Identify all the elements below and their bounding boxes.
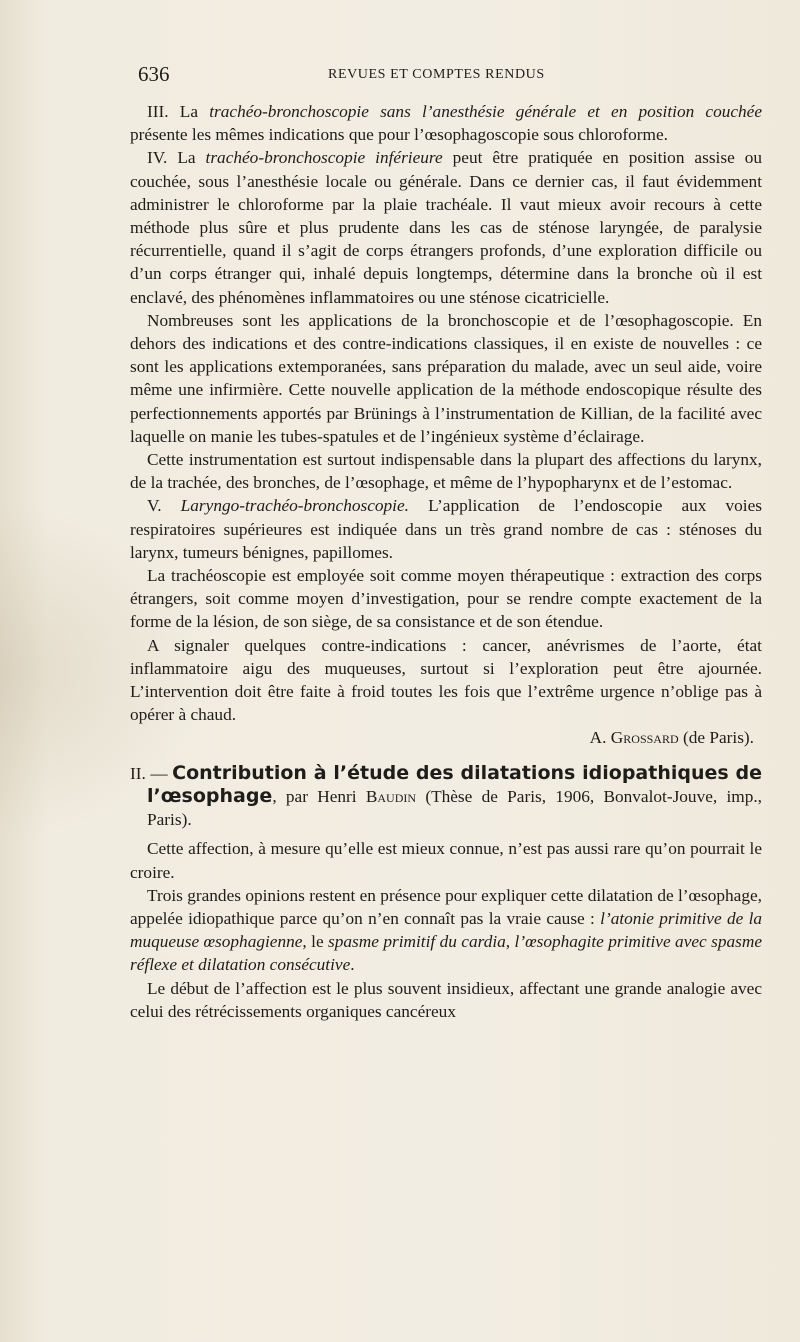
article-numeral: II. — <box>130 763 168 783</box>
article-title: Contribution à l’étude des dilatations idiopathiques de l’œsophage <box>147 761 762 807</box>
paragraph-v <box>130 494 762 564</box>
signature-initial: A. <box>589 728 607 748</box>
section-numeral: III. <box>147 102 169 121</box>
italic-term: Laryngo-trachéo-bronchoscopie. <box>180 496 409 516</box>
paragraph-iii <box>130 100 762 146</box>
signature-place: (de Paris). <box>682 728 754 748</box>
paragraph-text: présente les mêmes indications que pour l’œsophagoscopie sous chloroforme. <box>130 125 668 145</box>
paragraph-text: Trois grandes opinions restent en présence pour expliquer cette dilatation de l’œsophage, appelée idiopathique parce qu’on n’en connaît pas la vraie cause : <box>130 885 762 928</box>
paragraph-text: peut être pratiquée en position assise ou couchée, sous l’anesthésie locale ou générale. Dans ce dernier cas, il faut évidemment administrer le chloroforme par la plaie trachéale. Il vaut mieux avoir recours à cette méthode plus sûre et plus prudente dans les cas de sténose laryngée, de paralysie récurrentielle, quand il s’agit de corps étrangers profonds, d’une exploration difficile ou d’un corps étranger qui, inhalé depuis longtemps, détermine dans la bronche où il est enclavé, des phénomènes inflammatoires ou une sténose cicatricielle. <box>130 148 763 307</box>
article-author: Baudin <box>365 786 417 806</box>
paragraph-iv <box>130 146 762 308</box>
paragraph-contre-indications: A signaler quelques contre-indications : cancer, anévrismes de l’aorte, état inflammatoire aigu des muqueuses, surtout si l’exploration peut être ajournée. L’intervention doit être faite à froid toutes les fois que l’extrême urgence n’oblige pas à opérer à chaud. <box>130 635 762 725</box>
italic-term: l’atonie primitive de la muqueuse œsophagienne <box>130 908 763 952</box>
article-heading <box>130 762 762 832</box>
article-paragraph-3: Le début de l’affection est le plus souvent insidieux, affectant une grande analogie avec celui des rétrécissements organiques cancéreux <box>130 978 762 1021</box>
paragraph-text: L’application de l’endoscopie aux voies respiratoires supérieures est indiquée dans un très grand nombre de cas : sténoses du larynx, tumeurs bénignes, papillomes. <box>130 496 762 562</box>
page-number: 636 <box>138 62 170 86</box>
separator-text: , le <box>302 932 324 952</box>
separator-text: . <box>350 955 355 975</box>
italic-term: spasme primitif du cardia <box>328 932 506 952</box>
italic-term: trachéo-bronchoscopie inférieure <box>205 148 443 168</box>
paragraph-intro: La <box>179 102 199 121</box>
article-source: (Thèse de Paris, 1906, Bonvalot-Jouve, imp., Paris). <box>147 786 762 830</box>
italic-term: l’œsophagite primitive avec spasme réflexe et dilatation consécutive <box>130 932 762 975</box>
italic-term: trachéo-bronchoscopie sans l’anesthésie générale et en position couchée <box>209 102 763 121</box>
section-numeral: V. <box>147 496 162 516</box>
paragraph-tracheoscopie: La trachéoscopie est employée soit comme moyen thérapeutique : extraction des corps étrangers, soit comme moyen d’investigation, pour se rendre compte exactement de la forme de la lésion, de son siège, de sa consistance et de son étendue. <box>130 566 762 632</box>
paragraph-instrumentation: Cette instrumentation est surtout indispensable dans la plupart des affections du larynx, de la trachée, des bronches, de l’œsophage, et même de l’hypopharynx et de l’estomac. <box>130 450 762 493</box>
signature-name: Grossard <box>610 728 679 748</box>
article-paragraph-2 <box>130 884 762 977</box>
article-by: , par Henri <box>272 786 357 806</box>
article-paragraph-1: Cette affection, à mesure qu’elle est mieux connue, n’est pas aussi rare qu’on pourrait le croire. <box>130 839 762 882</box>
running-head: REVUES ET COMPTES RENDUS <box>328 67 545 82</box>
paragraph-intro: La <box>177 148 196 168</box>
review-signature <box>130 726 762 749</box>
section-numeral: IV. <box>147 148 168 168</box>
paragraph-applications: Nombreuses sont les applications de la bronchoscopie et de l’œsophagoscopie. En dehors des indications et des contre-indications classiques, il en existe de nouvelles : ce sont les applications extemporanées, sans préparation du malade, avec un seul aide, voire même une infirmière. Cette nouvelle application de la méthode endoscopique résulte des perfectionnements apportés par Brünings à l’instrumentation de Killian, de la facilité avec laquelle on manie les tubes-spatules et de l’ingénieux système d’éclairage. <box>130 310 762 446</box>
body-text <box>130 100 762 1023</box>
separator-text: , <box>505 932 511 952</box>
page-header <box>138 62 762 86</box>
